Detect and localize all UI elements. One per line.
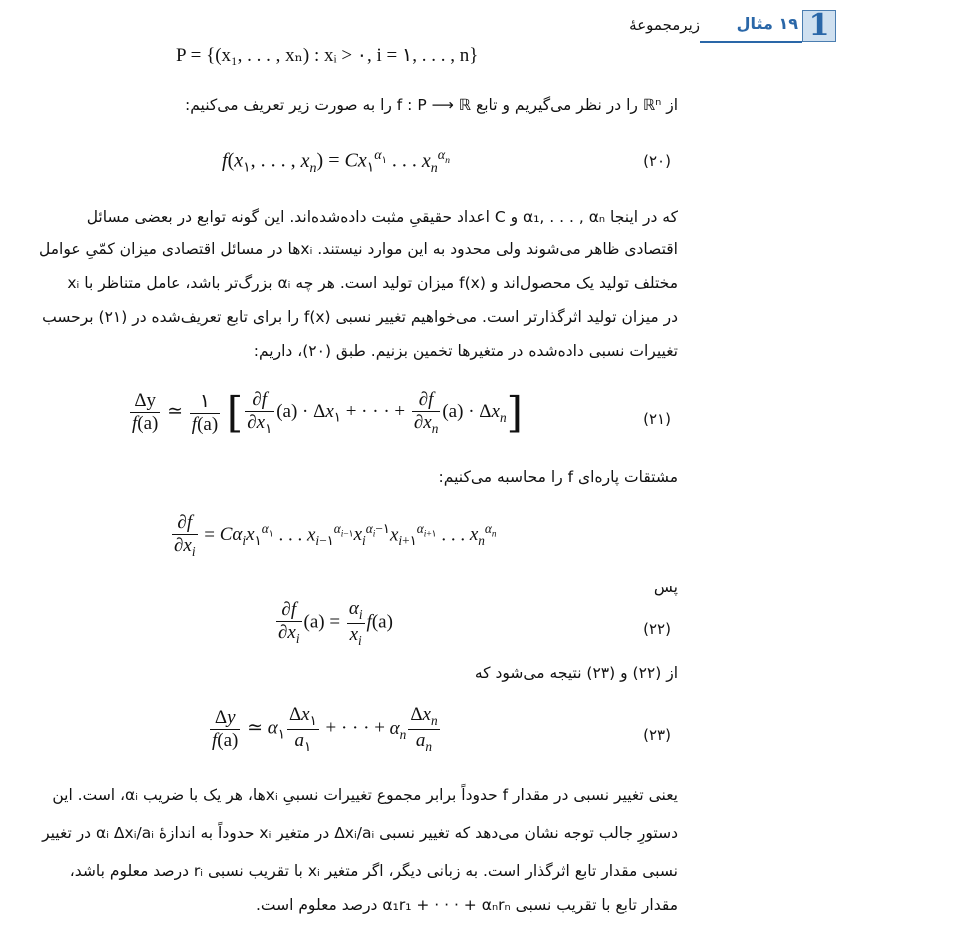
equation-number-22: (۲۲) xyxy=(643,620,671,638)
equation-set-P: P = {(x₁, . . . , xₙ) : xᵢ > ۰, i = ۱, . . . , n} xyxy=(176,45,479,66)
equation-20: $f(x_۱$, . . . , $x_n) = Cx_۱^{\alpha_۱}$ . . . $x_n^{\alpha_n}$ xyxy=(222,148,451,176)
subset-word: زیرمجموعهٔ xyxy=(629,16,700,34)
partials-line: مشتقات پاره‌ای f را محاسبه می‌کنیم: xyxy=(438,468,678,486)
word-pas: پس xyxy=(653,578,678,596)
partial-derivative-equation: $\frac{\partial f}{\partial x_i}$ = $C\alpha_ix_۱^{\alpha_۱}$ . . . $x_{i-۱}^{\alpha_{i-۱}}x_i^{\alpha_i-۱}x_{i+۱}^{\alpha_{i+۱}}$ . . . $x_n^{\alpha_n}$ xyxy=(174,512,497,559)
chapter-badge xyxy=(802,10,836,42)
equation-23: $\frac{\Delta y}{f(a)}$ ≃ $\alpha_۱$ $\frac{\Delta x_۱}{a_۱}$ + · · · + $\alpha_n$ $\frac{\Delta x_n}{a_n}$ xyxy=(212,704,438,754)
example-label: ۱۹ مثال xyxy=(736,14,798,33)
paragraph-1-line-2: اقتصادی ظاهر می‌شوند ولی محدود به این موارد نیستند. xᵢها در مسائل اقتصادی میزان کمّیِ عوامل xyxy=(38,240,678,258)
equation-number-23: (۲۳) xyxy=(643,726,671,744)
paragraph-2-line-4: مقدار تابع با تقریب نسبی α₁r₁ + · · · + αₙrₙ درصد معلوم است. xyxy=(255,896,678,914)
equation-22: $\frac{\partial f}{\partial x_i}$ (a) = $\frac{\alpha_i}{x_i}$ f(a) xyxy=(278,598,393,648)
paragraph-1-line-1: که در اینجا α₁, . . . , αₙ و C اعداد حقیقیِ مثبت داده‌شده‌اند. این گونه توابع در بعضی مسائل xyxy=(86,208,678,226)
example-underline xyxy=(700,41,802,43)
paragraph-1-line-5: تغییرات نسبی داده‌شده در متغیرها تخمین بزنیم. طبق (۲۰)، داریم: xyxy=(253,342,678,360)
paragraph-2-line-1: یعنی تغییر نسبی در مقدار f حدوداً برابر مجموع تغییرات نسبیِ xᵢها، هر یک با ضریب αᵢ، است. این xyxy=(52,786,678,804)
definition-line: از ℝⁿ را در نظر می‌گیریم و تابع f : P ⟶ ℝ را به صورت زیر تعریف می‌کنیم: xyxy=(185,96,678,114)
paragraph-2-line-3: نسبی مقدار تابع اثرگذار است. به زبانی دیگر، اگر متغیر xᵢ با تقریب نسبی rᵢ درصد معلوم باشد، xyxy=(69,862,678,880)
chapter-number: 1 xyxy=(808,8,830,43)
equation-21: $\frac{\Delta y}{f(a)}$ ≃ $\frac{۱}{f(a)}$ [ $\frac{\partial f}{\partial x_۱}$ $(a) \cdot \Delta x_۱$ + · · · + $\frac{\partial f}{\partial x_n}$ $(a) \cdot \Delta x_n$] xyxy=(132,388,523,437)
paragraph-1-line-4: در میزان تولید اثرگذارتر است. می‌خواهیم تغییر نسبی f(x) را برای تابع تعریف‌شده در (۲۱) برحسب xyxy=(42,308,678,326)
equation-number-20: (۲۰) xyxy=(643,152,671,170)
conclude-line: از (۲۲) و (۲۳) نتیجه می‌شود که xyxy=(474,664,678,682)
paragraph-2-line-2: دستورِ جالب توجه نشان می‌دهد که تغییر نسبی Δxᵢ/aᵢ در متغیر xᵢ حدوداً به اندازهٔ αᵢ Δxᵢ/aᵢ در تغییر xyxy=(42,824,678,842)
equation-number-21: (۲۱) xyxy=(643,410,671,428)
paragraph-1-line-3: مختلف تولید یک محصول‌اند و f(x) میزان تولید است. هر چه αᵢ بزرگ‌تر باشد، عامل متناظر با xᵢ xyxy=(67,274,678,292)
